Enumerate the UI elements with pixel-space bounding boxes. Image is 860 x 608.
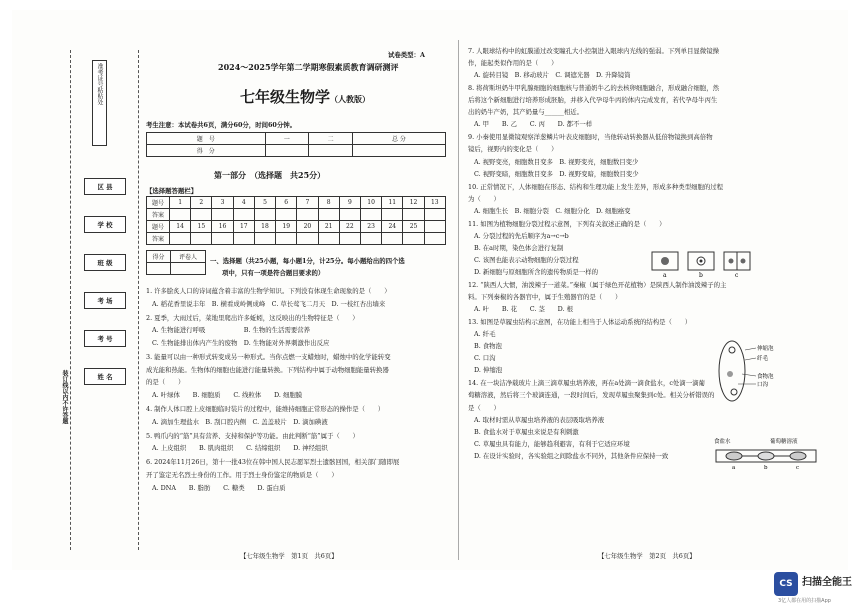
question-stem: 13. 如图是草履虫结构示意图，在功能上相当于人体运动系统的结构是（ ） xyxy=(468,318,692,326)
fig13-label-3: 口沟 xyxy=(757,382,769,388)
binding-line xyxy=(70,50,71,550)
question-stem: 12. “陕西人大惯，油泼辣子一道菜。”秦椒（属于绿色开花植物）是陕西人制作油泼辣子的主 xyxy=(468,280,727,289)
question-number: 24 xyxy=(382,221,403,233)
answer-cell[interactable] xyxy=(276,209,297,221)
answer-grid-empty xyxy=(424,221,445,233)
question-options: C. 该图也能表示动物细胞的分裂过程 xyxy=(474,255,579,264)
question-stem: 的是（ ） xyxy=(146,378,185,387)
question-number: 11 xyxy=(382,197,403,209)
question-stem: 10. 正常情况下，人体细胞在形态、结构和生理功能上发生差异，形成多种类型细胞的过程 xyxy=(468,182,724,191)
answer-cell[interactable] xyxy=(170,209,191,221)
question-stem: 5. 鸭爪内的“筋”具有营养、支持和保护等功能。由此判断“筋”属于（ ） xyxy=(146,431,359,440)
question-options: B. 在a时期，染色体会进行复制 xyxy=(474,243,564,252)
question-stem: 镜后，视野内的变化是（ ） xyxy=(468,145,558,154)
answer-grid-a-label-2: 答案 xyxy=(147,233,170,245)
question-number: 13 xyxy=(424,197,445,209)
answer-cell[interactable] xyxy=(339,233,360,245)
question-options: A. 稻花香里说丰年 B. 横看成岭侧成峰 C. 草长莺飞二月天 D. 一枝红杏出墙来 xyxy=(152,299,386,308)
section-instruction: 一、选择题（共25小题，每小题1分，计25分。每小题给出的四个选 xyxy=(210,257,405,265)
answer-grid-a-label: 答案 xyxy=(147,209,170,221)
question-options: C. 草履虫具有能力，能够趋利避害，有利于它适应环境 xyxy=(474,439,630,448)
question-number: 5 xyxy=(254,197,275,209)
fig13-label-0: 伸缩泡 xyxy=(757,346,774,352)
question-stem: 料。下列秦椒的各器官中，属于生殖器官的是（ ） xyxy=(468,293,622,301)
answer-cell[interactable] xyxy=(212,209,233,221)
sidebar-field[interactable]: 学 校 xyxy=(84,216,126,233)
score-table-head-3: 总 分 xyxy=(352,133,445,145)
answer-cell[interactable] xyxy=(403,233,424,245)
question-number: 20 xyxy=(297,221,318,233)
scanner-brand: 扫描全能王 xyxy=(802,577,852,588)
fig11-label-b: b xyxy=(699,272,703,278)
score-table-head-2: 二 xyxy=(309,133,353,145)
question-options: A. 取材时需从草履虫培养液的表层吸取培养液 xyxy=(474,415,605,424)
cell-a xyxy=(652,252,678,270)
score-table-head-0: 题 号 xyxy=(147,133,266,145)
grader-label: 评卷人 xyxy=(170,251,205,263)
question-options: A. 叶 B. 花 C. 茎 D. 根 xyxy=(474,305,574,314)
question-options: A. 甲 B. 乙 C. 丙 D. 都不一样 xyxy=(474,120,593,129)
question-stem: 为（ ） xyxy=(468,194,500,203)
answer-cell[interactable] xyxy=(297,209,318,221)
sidebar-field[interactable]: 区 县 xyxy=(84,178,126,195)
question-options: A. 上皮组织 B. 肌肉组织 C. 结缔组织 D. 神经组织 xyxy=(152,444,328,453)
question-stem: 后将这个新细胞进行培养形成胚胎，并移入代孕母牛丙的体内完成发育，若代孕母牛丙生 xyxy=(468,96,718,105)
question-options: A. 生物能进行呼吸 B. 生物的生活需要营养 xyxy=(152,326,311,335)
answer-cell[interactable] xyxy=(233,209,254,221)
question-stem: 是（ ） xyxy=(468,403,500,412)
score-cell-1[interactable] xyxy=(265,145,309,157)
fig11-label-c: c xyxy=(735,272,739,278)
question-number: 9 xyxy=(339,197,360,209)
cell-c xyxy=(724,252,750,270)
question-stem: 9. 小秦使用显微镜观察洋葱鳞片叶表皮细胞时，当他转动转换器从低倍物镜换到高倍物 xyxy=(468,133,713,142)
question-stem: 萄糖溶液，然后将三个玻滴连通，一段时间后，发现草履虫聚集到c处。相关分析错误的 xyxy=(468,391,715,400)
answer-cell[interactable] xyxy=(360,233,381,245)
question-number: 23 xyxy=(360,221,381,233)
question-number: 21 xyxy=(318,221,339,233)
figure-slide-experiment xyxy=(712,436,822,472)
answer-cell[interactable] xyxy=(233,233,254,245)
figure-cell-division xyxy=(648,248,758,278)
question-stem: 4. 制作人体口腔上皮细胞临时装片的过程中，能维持细胞正常形态的操作是（ ） xyxy=(146,404,385,413)
question-options: A. 纤毛 xyxy=(474,330,496,339)
question-stem: 1. 许多脍炙人口的诗词蕴含着丰富的生物学知识。下列没有体现生命现象的是（ ） xyxy=(146,287,391,295)
question-options: B. 食物泡 xyxy=(474,342,502,351)
question-number: 14 xyxy=(170,221,191,233)
subject-title xyxy=(240,86,370,107)
question-number: 8 xyxy=(318,197,339,209)
answer-grid xyxy=(146,196,446,245)
question-number: 15 xyxy=(191,221,212,233)
question-number: 2 xyxy=(191,197,212,209)
question-number: 25 xyxy=(403,221,424,233)
section-instruction-2: 项中，只有一项是符合题目要求的） xyxy=(222,269,325,277)
part1-title: 第一部分 （选择题 共25分） xyxy=(214,170,326,180)
question-options: D. 伸缩泡 xyxy=(474,366,503,375)
answer-cell[interactable] xyxy=(297,233,318,245)
answer-cell[interactable] xyxy=(318,209,339,221)
answer-cell[interactable] xyxy=(212,233,233,245)
binding-line-outer xyxy=(138,50,139,550)
footer-left: 【七年级生物学 第1页 共6页】 xyxy=(240,552,338,560)
answer-grid-q-label: 题号 xyxy=(147,197,170,209)
answer-cell[interactable] xyxy=(382,209,403,221)
cell-b xyxy=(688,252,714,270)
score-cell-2[interactable] xyxy=(309,145,353,157)
question-number: 17 xyxy=(233,221,254,233)
answer-cell[interactable] xyxy=(254,209,275,221)
sidebar-field[interactable]: 考 号 xyxy=(84,330,126,347)
answer-cell[interactable] xyxy=(191,233,212,245)
sidebar-field[interactable]: 姓 名 xyxy=(84,368,126,385)
sticker-area-label: 准考证号粘贴处 xyxy=(92,60,107,146)
figure-paramecium xyxy=(712,336,792,406)
answer-grid-q-label-2: 题号 xyxy=(147,221,170,233)
answer-cell[interactable] xyxy=(382,233,403,245)
question-number: 19 xyxy=(276,221,297,233)
fig11-label-a: a xyxy=(663,272,667,278)
question-stem: 8. 将荷斯坦奶牛甲乳腺细胞的细胞核与普通奶牛乙的去核卵细胞融合，形成融合细胞，然 xyxy=(468,84,719,93)
question-options: C. 生物能排出体内产生的废物 D. 生物能对外界刺激作出反应 xyxy=(152,338,330,347)
question-number: 10 xyxy=(360,197,381,209)
sidebar-field[interactable]: 班 级 xyxy=(84,254,126,271)
fig14-label-glucose: 葡萄糖溶液 xyxy=(770,439,798,445)
edition: （人教版） xyxy=(330,94,371,104)
question-options: A. 细胞生长 B. 细胞分裂 C. 细胞分化 D. 细胞癌变 xyxy=(474,206,631,215)
question-options: A. 分裂过程的先后顺序为a→c→b xyxy=(474,231,569,240)
grader-name-cell[interactable] xyxy=(170,263,205,275)
grader-score-label: 得分 xyxy=(147,251,171,263)
question-number: 16 xyxy=(212,221,233,233)
exam-title: 2024～2025学年第二学期寒假素质教育调研测评 xyxy=(218,62,399,72)
question-number: 7 xyxy=(297,197,318,209)
paper-type: 试卷类型：A xyxy=(388,51,425,59)
fig13-label-1: 纤毛 xyxy=(757,356,769,362)
fig14-label-a: a xyxy=(732,465,736,471)
footer-right: 【七年级生物学 第2页 共6页】 xyxy=(598,552,696,560)
scanner-tagline: 3亿人都在用的扫描App xyxy=(778,598,831,604)
question-number: 6 xyxy=(276,197,297,209)
question-options: A. 旋转目镜 B. 移动玻片 C. 调遮光器 D. 升降镜筒 xyxy=(474,71,631,80)
fig14-label-b: b xyxy=(764,465,768,471)
question-options: A. 叶绿体 B. 细胞质 C. 线粒体 D. 细胞膜 xyxy=(152,390,303,399)
question-number: 22 xyxy=(339,221,360,233)
answer-cell[interactable] xyxy=(339,209,360,221)
question-stem: 14. 在一块洁净载玻片上滴三滴草履虫培养液，再在a处滴一滴食盐水，c处滴一滴葡 xyxy=(468,379,705,388)
score-table-head-1: 一 xyxy=(265,133,309,145)
question-options: D. 在设计实验时，各实验组之间除盐水不同外，其他条件应保持一致 xyxy=(474,451,669,460)
question-options: B. 食盐水对于草履虫来说是有利刺激 xyxy=(474,427,579,436)
question-stem: 6. 2024年11月26日，第十一批43位在韩中国人民志愿军烈士遗骸回国，相关部门随即展 xyxy=(146,458,400,467)
exam-sheet xyxy=(12,10,848,570)
answer-cell[interactable] xyxy=(170,233,191,245)
question-stem: 7. 人眼球结构中的虹膜通过改变瞳孔大小控制进入眼球内光线的强弱。下列单目显微镜操 xyxy=(468,47,719,55)
question-stem: 作，能起类似作用的是（ ） xyxy=(468,59,558,68)
answer-cell[interactable] xyxy=(360,209,381,221)
question-stem: 成光能和热能。生物体的细胞也能进行能量转换。下列结构中属于动物细胞能量转换器 xyxy=(146,365,389,374)
fig14-label-c: c xyxy=(796,465,800,471)
question-number: 3 xyxy=(212,197,233,209)
binding-warning: 装订线以内不许答题 xyxy=(61,370,68,424)
answer-cell[interactable] xyxy=(191,209,212,221)
grader-box xyxy=(146,250,206,275)
question-number: 18 xyxy=(254,221,275,233)
question-stem: 开了鉴定无名烈士身份的工作。用于烈士身份鉴定的物质是（ ） xyxy=(146,470,338,479)
answer-cell[interactable] xyxy=(318,233,339,245)
answer-cell[interactable] xyxy=(424,209,445,221)
question-options: A. DNA B. 脂肪 C. 糖类 D. 蛋白质 xyxy=(152,483,286,492)
score-table xyxy=(146,132,446,157)
grader-score-cell[interactable] xyxy=(147,263,171,275)
question-number: 4 xyxy=(233,197,254,209)
notice: 考生注意：本试卷共6页，满分60分，时间60分钟。 xyxy=(146,121,297,129)
answer-grid-empty xyxy=(424,233,445,245)
question-stem: 出的奶牛产奶，其产奶量与______相近。 xyxy=(468,108,584,117)
question-number: 12 xyxy=(403,197,424,209)
question-options: C. 口沟 xyxy=(474,354,496,363)
answer-bar-title: 【选择题答题栏】 xyxy=(146,187,198,195)
subject: 七年级生物学 xyxy=(240,88,331,106)
question-options: A. 视野变亮，细胞数目变多 B. 视野变亮，细胞数目变少 xyxy=(474,157,639,166)
question-number: 1 xyxy=(170,197,191,209)
question-stem: 11. 如图为植物细胞分裂过程示意图，下列有关叙述正确的是（ ） xyxy=(468,219,666,228)
score-table-row-label: 得 分 xyxy=(147,145,266,157)
page-divider xyxy=(458,40,459,560)
scanner-logo: CS xyxy=(774,572,798,596)
fig14-label-salt: 食盐水 xyxy=(714,439,731,445)
fig13-label-2: 食物泡 xyxy=(757,374,774,380)
sidebar-field[interactable]: 考 场 xyxy=(84,292,126,309)
answer-cell[interactable] xyxy=(254,233,275,245)
question-options: D. 新细胞与原细胞所含的遗传物质是一样的 xyxy=(474,268,598,276)
question-stem: 2. 夏季，大雨过后，菜地里爬出许多蚯蚓，这反映出的生物特征是（ ） xyxy=(146,313,359,322)
question-stem: 3. 能量可以由一种形式转变成另一种形式。当你点燃一支蜡烛时，蜡烛中的化学能转变 xyxy=(146,353,391,361)
question-options: A. 滴加生理盐水 B. 刮口腔内侧 C. 盖盖玻片 D. 滴加碘液 xyxy=(152,417,328,426)
answer-cell[interactable] xyxy=(276,233,297,245)
score-cell-3[interactable] xyxy=(352,145,445,157)
question-options: C. 视野变暗，细胞数目变多 D. 视野变暗，细胞数目变少 xyxy=(474,169,639,178)
answer-cell[interactable] xyxy=(403,209,424,221)
